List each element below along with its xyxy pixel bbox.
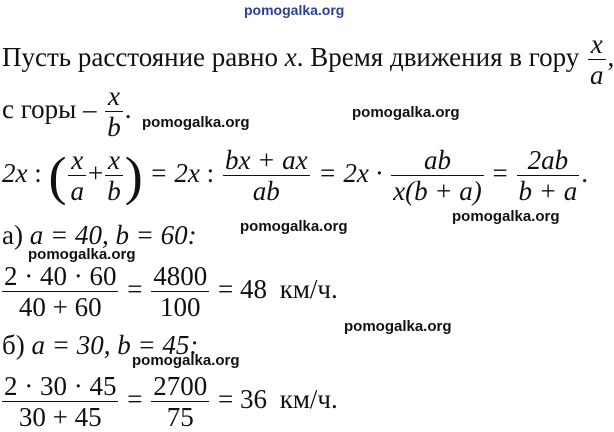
- fraction-denominator: b + a: [518, 176, 578, 207]
- right-paren: ): [124, 145, 143, 206]
- case-b-values: a = 30, b = 45:: [31, 330, 199, 360]
- fraction-numerator: 2ab: [527, 145, 569, 175]
- case-a-result: = 48: [217, 274, 267, 305]
- fraction-numerator: x: [108, 81, 121, 111]
- fraction-uphill-time: [588, 30, 606, 90]
- fraction-denominator: 40 + 60: [18, 292, 102, 323]
- fraction-numerator: ab: [423, 145, 451, 175]
- case-a-label: а): [2, 220, 23, 250]
- intro-text-1: Пусть расстояние равно: [2, 42, 278, 73]
- case-a-calculation: [0, 262, 338, 322]
- watermark: pomogalka.org: [132, 352, 240, 369]
- formula-eq-1: = 2x: [149, 158, 200, 189]
- fraction-case-a-1: [2, 262, 118, 322]
- fraction-x-over-a: [68, 146, 86, 206]
- case-b-unit: км/ч.: [279, 384, 338, 415]
- formula-end: .: [581, 158, 588, 189]
- fraction-denominator: 30 + 45: [18, 402, 102, 432]
- watermark: pomogalka.org: [352, 104, 460, 121]
- fraction-denominator: a: [70, 176, 84, 207]
- fraction-downhill-time: [105, 82, 123, 142]
- formula-colon: :: [34, 158, 42, 189]
- case-b-calculation: [0, 372, 338, 432]
- case-a-eq: =: [127, 274, 143, 305]
- fraction-result: [517, 146, 580, 206]
- fraction-sum: [223, 146, 310, 206]
- intro-text-3: с горы –: [2, 94, 97, 125]
- fraction-case-b-2: [151, 372, 209, 432]
- formula-lhs: 2x: [2, 158, 28, 189]
- case-a-condition: [2, 222, 197, 249]
- fraction-denominator: b: [107, 112, 121, 143]
- watermark: pomogalka.org: [452, 208, 560, 225]
- intro-text-2: . Время движения в гору: [296, 42, 580, 73]
- fraction-denominator: x(b + a): [393, 176, 482, 207]
- fraction-numerator: 4800: [153, 261, 208, 291]
- formula-eq-3: =: [492, 158, 508, 189]
- fraction-numerator: 2 · 40 · 60: [4, 261, 117, 291]
- watermark: pomogalka.org: [142, 114, 250, 131]
- watermark: pomogalka.org: [240, 218, 348, 235]
- fraction-denominator: b: [107, 176, 121, 207]
- fraction-case-b-1: [2, 372, 118, 432]
- watermark-top: pomogalka.org: [244, 2, 345, 18]
- fraction-numerator: 2 · 30 · 45: [4, 371, 117, 401]
- fraction-numerator: x: [71, 145, 84, 175]
- formula-eq-2: = 2x ·: [318, 158, 383, 189]
- fraction-x-over-b: [105, 146, 123, 206]
- fraction-reciprocal: [391, 146, 484, 206]
- fraction-denominator: 75: [166, 402, 194, 432]
- fraction-denominator: 100: [159, 292, 201, 323]
- formula-plus: +: [87, 158, 104, 189]
- intro-line-2: [2, 82, 132, 142]
- watermark: pomogalka.org: [344, 318, 452, 335]
- watermark: pomogalka.org: [28, 246, 136, 263]
- fraction-denominator: a: [590, 60, 604, 91]
- fraction-numerator: x: [590, 29, 603, 59]
- case-b-result: = 36: [217, 384, 267, 415]
- general-formula: [2, 146, 588, 206]
- intro-period: .: [124, 94, 132, 125]
- left-paren: (: [48, 145, 67, 206]
- fraction-case-a-2: [151, 262, 209, 322]
- case-a-values: a = 40, b = 60:: [29, 220, 197, 250]
- fraction-numerator: 2700: [153, 371, 208, 401]
- intro-comma: ,: [607, 42, 614, 73]
- fraction-denominator: ab: [252, 176, 280, 207]
- case-b-eq: =: [127, 384, 143, 415]
- formula-colon-2: :: [206, 158, 215, 189]
- intro-var-x: x: [284, 42, 297, 73]
- intro-line-1: [2, 30, 614, 90]
- fraction-numerator: bx + ax: [224, 145, 308, 175]
- case-a-unit: км/ч.: [279, 274, 338, 305]
- fraction-numerator: x: [107, 145, 120, 175]
- case-b-label: б): [2, 330, 25, 360]
